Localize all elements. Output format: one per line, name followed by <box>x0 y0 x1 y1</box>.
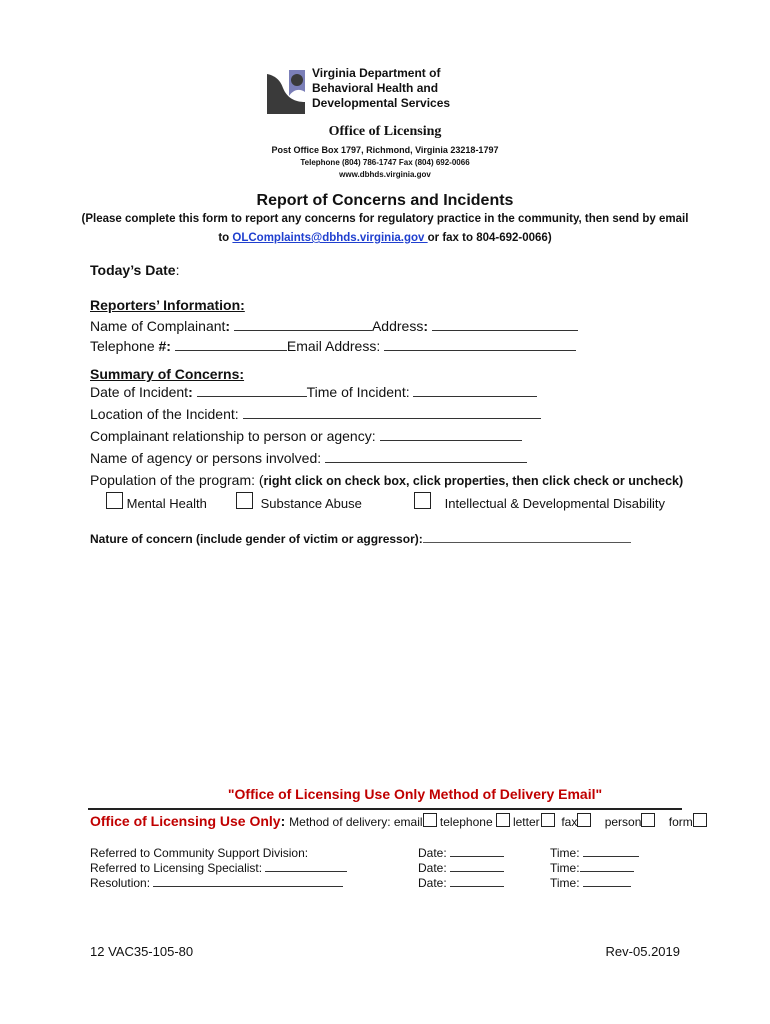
csd-time-label: Time: <box>550 846 583 860</box>
delivery-method-label: Method of delivery: email <box>289 815 423 829</box>
form-title: Report of Concerns and Incidents <box>256 192 514 209</box>
incident-location-field[interactable] <box>243 406 541 419</box>
office-use-banner: "Office of Licensing Use Only Method of Delivery Email" <box>227 786 603 802</box>
mental-health-label: Mental Health <box>126 496 207 511</box>
idd-label: Intellectual & Developmental Disability <box>444 496 666 511</box>
nature-of-concern-field[interactable] <box>423 530 631 543</box>
telephone-field[interactable] <box>175 338 287 351</box>
population-label: Population of the program: ( <box>90 472 264 488</box>
form-method-checkbox[interactable] <box>693 813 707 827</box>
referred-csd-label: Referred to Community Support Division: <box>90 846 309 860</box>
telephone-hash: #: <box>158 338 171 354</box>
person-method-label: person <box>604 815 642 829</box>
letter-method-label: letter <box>512 815 540 829</box>
ls-time-label: Time: <box>550 861 580 875</box>
address-field[interactable] <box>432 318 578 331</box>
relationship-label: Complainant relationship to person or agency: <box>90 428 380 444</box>
csd-date-field[interactable] <box>450 846 504 857</box>
office-use-colon: : <box>280 813 290 829</box>
email-address-field[interactable] <box>384 338 576 351</box>
complainant-name-field[interactable] <box>234 318 372 331</box>
revision-label: Rev-05.2019 <box>605 944 680 959</box>
agency-website: www.dbhds.virginia.gov <box>339 170 431 179</box>
fax-method-checkbox[interactable] <box>577 813 591 827</box>
resolution-time-field[interactable] <box>583 876 631 887</box>
referred-ls-field[interactable] <box>265 861 347 872</box>
form-instructions-1: (Please complete this form to report any concerns for regulatory practice in the community, then send by email <box>81 213 689 225</box>
todays-date-colon: : <box>175 262 180 278</box>
todays-date-label: Today’s Date <box>90 262 176 278</box>
mental-health-checkbox[interactable] <box>106 492 123 509</box>
population-instructions: right click on check box, click properties, then click check or uncheck) <box>263 474 684 488</box>
substance-abuse-label: Substance Abuse <box>260 496 362 511</box>
csd-time-field[interactable] <box>583 846 639 857</box>
form-method-label: form <box>668 815 693 829</box>
incident-time-field[interactable] <box>413 384 537 397</box>
agency-name-line1: Virginia Department of <box>312 66 441 80</box>
ls-date-field[interactable] <box>450 861 504 872</box>
fax-method-label: fax <box>561 815 578 829</box>
agency-persons-label: Name of agency or persons involved: <box>90 450 326 466</box>
resolution-date-label: Date: <box>418 876 451 890</box>
telephone-method-checkbox[interactable] <box>496 813 510 827</box>
summary-heading: Summary of Concerns: <box>90 366 245 382</box>
office-use-label: Office of Licensing Use Only <box>90 813 281 829</box>
complainant-name-label: Name of Complainant <box>90 318 226 334</box>
agency-name-line2: Behavioral Health and <box>312 81 439 95</box>
csd-date-label: Date: <box>418 846 451 860</box>
reporters-info-heading: Reporters’ Information: <box>90 297 245 313</box>
incident-date-field[interactable] <box>197 384 307 397</box>
resolution-field[interactable] <box>153 876 343 887</box>
agency-logo <box>265 68 307 116</box>
idd-checkbox[interactable] <box>414 492 431 509</box>
instructions-suffix: or fax to 804-692-0066) <box>427 232 552 244</box>
telephone-label: Telephone <box>90 338 159 354</box>
email-method-checkbox[interactable] <box>423 813 437 827</box>
address-label: Address <box>371 318 424 334</box>
ls-date-label: Date: <box>418 861 451 875</box>
ls-time-field[interactable] <box>580 861 634 872</box>
instructions-prefix: to <box>218 232 233 244</box>
resolution-date-field[interactable] <box>450 876 504 887</box>
incident-location-label: Location of the Incident: <box>90 406 243 422</box>
resolution-time-label: Time: <box>550 876 583 890</box>
agency-name-line3: Developmental Services <box>312 96 451 110</box>
agency-persons-field[interactable] <box>325 450 527 463</box>
letter-method-checkbox[interactable] <box>541 813 555 827</box>
incident-time-label: Time of Incident: <box>306 384 414 400</box>
telephone-method-label: telephone <box>439 815 493 829</box>
office-use-divider <box>88 808 682 810</box>
nature-of-concern-label: Nature of concern (include gender of victim or aggressor): <box>90 532 423 546</box>
person-method-checkbox[interactable] <box>641 813 655 827</box>
regulation-code: 12 VAC35-105-80 <box>90 944 194 959</box>
agency-phone-fax: Telephone (804) 786-1747 Fax (804) 692-0066 <box>300 158 470 167</box>
email-address-label: Email Address: <box>286 338 385 354</box>
relationship-field[interactable] <box>380 428 522 441</box>
office-name: Office of Licensing <box>328 124 442 139</box>
referred-ls-label: Referred to Licensing Specialist: <box>90 861 266 875</box>
resolution-label: Resolution: <box>90 876 154 890</box>
complaints-email-link[interactable]: OLComplaints@dbhds.virginia.gov <box>232 232 428 244</box>
substance-abuse-checkbox[interactable] <box>236 492 253 509</box>
incident-date-label: Date of Incident <box>90 384 189 400</box>
agency-address: Post Office Box 1797, Richmond, Virginia 23218-1797 <box>271 145 499 155</box>
